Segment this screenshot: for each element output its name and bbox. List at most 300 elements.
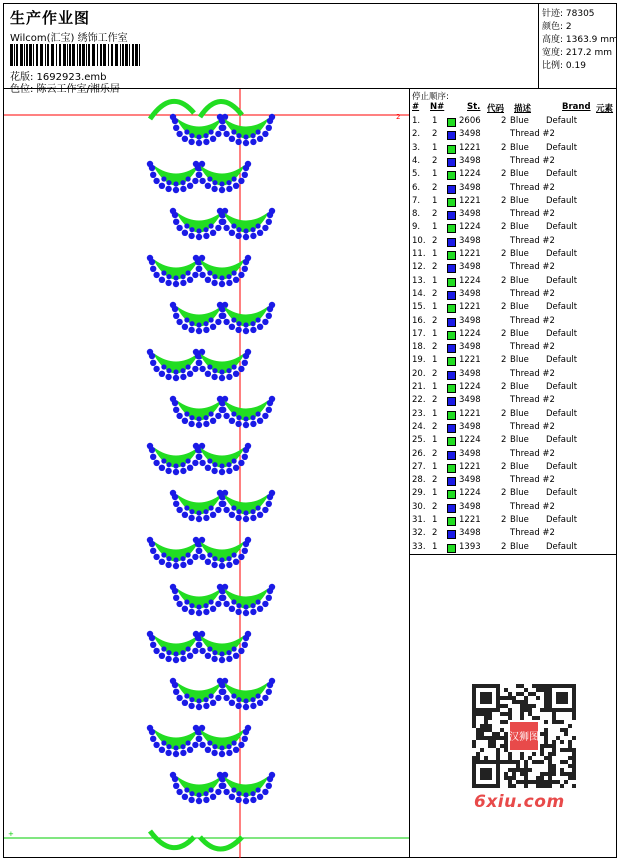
bead-dot	[170, 114, 176, 120]
stop-row	[410, 342, 616, 355]
color-swatch	[447, 344, 456, 353]
bead-dot	[209, 693, 214, 698]
qr-module	[508, 708, 512, 712]
bead-dot	[182, 324, 188, 330]
bead-dot	[250, 791, 255, 796]
bead-dot	[189, 791, 194, 796]
col-desc-header: 描述	[514, 104, 532, 114]
bead-dot	[238, 742, 244, 748]
row-index: 23.	[412, 408, 426, 419]
qr-module	[572, 760, 576, 764]
design-width: 宽度: 217.2 mm	[542, 48, 613, 58]
row-description: Thread #2	[510, 528, 555, 539]
bead-dot	[192, 460, 198, 466]
bead-dot	[220, 407, 226, 413]
qr-module	[572, 772, 576, 776]
bead-dot	[184, 129, 189, 134]
qr-module	[516, 684, 520, 688]
col-index-header: #	[412, 102, 420, 112]
bead-dot	[182, 512, 188, 518]
qr-module	[504, 720, 508, 724]
bead-dot	[165, 468, 171, 474]
bead-dot	[187, 653, 193, 659]
bead-dot	[150, 736, 156, 742]
color-swatch	[447, 211, 456, 220]
bead-dot	[196, 736, 202, 742]
qr-module	[572, 752, 576, 756]
bead-dot	[184, 693, 189, 698]
bead-dot	[205, 465, 211, 471]
qr-module	[484, 756, 488, 760]
stop-row	[410, 488, 616, 501]
bead-dot	[262, 319, 268, 325]
qr-module	[520, 756, 524, 760]
bead-dot	[212, 180, 217, 185]
bead-dot	[207, 270, 212, 275]
barcode-bar	[45, 44, 46, 66]
barcode-bar	[69, 44, 71, 66]
bead-dot	[257, 512, 263, 518]
bead-dot	[223, 507, 229, 513]
qr-module	[512, 768, 516, 772]
qr-module	[480, 712, 484, 716]
qr-module	[572, 784, 576, 788]
bead-dot	[223, 225, 229, 231]
row-needle: 2	[432, 342, 438, 353]
bead-dot	[257, 794, 263, 800]
bead-dot	[187, 465, 193, 471]
bead-dot	[211, 280, 217, 286]
bead-dot	[250, 415, 255, 420]
bead-dot	[166, 650, 171, 655]
bead-dot	[173, 751, 179, 757]
bead-dot	[150, 360, 156, 366]
bead-dot	[196, 454, 202, 460]
bead-dot	[243, 234, 249, 240]
qr-module	[544, 740, 548, 744]
bead-dot	[266, 595, 272, 601]
bead-dot	[203, 421, 209, 427]
row-description: Thread #2	[510, 262, 555, 273]
qr-module	[560, 740, 564, 744]
bead-dot	[219, 751, 225, 757]
row-code: 2	[501, 541, 507, 552]
qr-module	[540, 684, 544, 688]
qr-module	[472, 724, 476, 728]
qr-module	[528, 704, 532, 708]
bead-dot	[173, 595, 179, 601]
bead-dot	[203, 227, 208, 232]
qr-module	[524, 696, 528, 700]
stop-row	[410, 475, 616, 488]
bead-dot	[269, 396, 275, 402]
bead-dot	[193, 255, 199, 261]
bead-dot	[229, 794, 235, 800]
row-needle: 2	[432, 421, 438, 432]
qr-module	[556, 736, 560, 740]
bead-dot	[170, 584, 176, 590]
barcode-bar	[82, 44, 85, 66]
bead-dot	[184, 317, 189, 322]
qr-module	[548, 760, 552, 764]
qr-module	[512, 772, 516, 776]
row-stitches: 1224	[459, 275, 481, 286]
bead-dot	[173, 657, 179, 663]
bead-dot	[257, 324, 263, 330]
stop-row	[410, 143, 616, 156]
page-title: 生产作业图	[10, 9, 91, 27]
color-swatch	[447, 145, 456, 154]
qr-module	[548, 780, 552, 784]
row-description: Blue	[510, 408, 529, 419]
stop-row	[410, 435, 616, 448]
bead-dot	[223, 601, 229, 607]
color-swatch	[447, 411, 456, 420]
bead-dot	[220, 501, 226, 507]
qr-module	[520, 768, 524, 772]
bead-dot	[229, 512, 235, 518]
bead-dot	[219, 275, 224, 280]
qr-module	[524, 768, 528, 772]
row-stitches: 1224	[459, 488, 481, 499]
qr-module	[540, 752, 544, 756]
row-index: 28.	[412, 475, 426, 486]
bead-dot	[173, 501, 179, 507]
bead-dot	[226, 186, 232, 192]
qr-module	[568, 724, 572, 728]
bead-dot	[243, 610, 249, 616]
bead-dot	[231, 129, 236, 134]
row-brand: Default	[546, 488, 578, 499]
bead-dot	[165, 186, 171, 192]
row-description: Blue	[510, 142, 529, 153]
bead-dot	[245, 537, 251, 543]
bead-dot	[223, 319, 229, 325]
qr-module	[528, 712, 532, 716]
barcode-bar	[120, 44, 121, 66]
bead-dot	[193, 537, 199, 543]
bead-dot	[173, 187, 179, 193]
bead-dot	[217, 772, 223, 778]
row-index: 6.	[412, 182, 421, 193]
bead-dot	[205, 747, 211, 753]
row-needle: 2	[432, 448, 438, 459]
bead-dot	[219, 369, 224, 374]
qr-module	[544, 732, 548, 736]
qr-module	[492, 732, 496, 736]
bead-dot	[150, 266, 156, 272]
qr-module	[544, 704, 548, 708]
qr-module	[544, 744, 548, 748]
bead-dot	[176, 413, 182, 419]
bead-dot	[250, 327, 256, 333]
bead-dot	[159, 747, 165, 753]
bead-dot	[233, 747, 239, 753]
bead-dot	[210, 418, 216, 424]
bead-dot	[210, 324, 216, 330]
stop-row	[410, 449, 616, 462]
qr-module	[564, 780, 568, 784]
bead-dot	[257, 418, 263, 424]
bead-dot	[243, 698, 248, 703]
bead-dot	[189, 227, 194, 232]
row-index: 7.	[412, 195, 421, 206]
row-index: 5.	[412, 169, 421, 180]
bead-dot	[257, 230, 263, 236]
stop-row	[410, 276, 616, 289]
bead-dot	[173, 125, 179, 131]
bead-dot	[210, 700, 216, 706]
color-swatch	[447, 371, 456, 380]
bead-dot	[147, 161, 153, 167]
bead-dot	[180, 562, 186, 568]
color-swatch	[447, 158, 456, 167]
row-description: Thread #2	[510, 448, 555, 459]
qr-module	[524, 700, 528, 704]
bead-dot	[161, 364, 166, 369]
bead-dot	[209, 129, 214, 134]
qr-module	[480, 736, 484, 740]
row-stitches: 2606	[459, 116, 481, 126]
row-description: Blue	[510, 222, 529, 233]
bead-dot	[176, 601, 182, 607]
stitch-count: 针迹: 78305	[542, 9, 595, 19]
row-code: 2	[501, 355, 507, 366]
bead-dot	[203, 133, 208, 138]
bead-dot	[159, 371, 165, 377]
bead-dot	[196, 610, 202, 616]
bead-dot	[269, 208, 275, 214]
bead-dot	[226, 274, 231, 279]
qr-module	[472, 756, 476, 760]
row-brand: Default	[546, 435, 578, 446]
qr-module	[524, 776, 528, 780]
bead-dot	[212, 368, 217, 373]
barcode-bar	[10, 44, 13, 66]
qr-module	[560, 760, 564, 764]
bead-dot	[186, 646, 191, 651]
color-swatch	[447, 517, 456, 526]
bead-dot	[229, 230, 235, 236]
bead-dot	[176, 507, 182, 513]
color-swatch	[447, 504, 456, 513]
qr-module	[500, 736, 504, 740]
bead-dot	[199, 648, 205, 654]
stop-sequence-title: 停止顺序:	[412, 92, 449, 102]
row-needle: 1	[432, 461, 438, 472]
bead-dot	[173, 219, 179, 225]
col-num-header: N#	[430, 102, 445, 112]
color-swatch	[447, 198, 456, 207]
bead-dot	[250, 233, 256, 239]
watermark-site: 6xiu.com	[474, 792, 565, 812]
row-stitches: 3498	[459, 475, 481, 486]
row-needle: 2	[432, 209, 438, 220]
bead-dot	[196, 548, 202, 554]
qr-module	[540, 780, 544, 784]
row-description: Thread #2	[510, 235, 555, 246]
stop-row	[410, 129, 616, 142]
barcode-bar	[51, 44, 54, 66]
qr-module	[500, 712, 504, 716]
row-stitches: 3498	[459, 235, 481, 246]
bead-dot	[150, 172, 156, 178]
qr-module	[484, 728, 488, 732]
color-swatch	[447, 291, 456, 300]
qr-module	[548, 784, 552, 788]
row-description: Blue	[510, 275, 529, 286]
bead-dot	[219, 469, 225, 475]
qr-module	[532, 760, 536, 764]
design-scale: 比例: 0.19	[542, 61, 586, 71]
bead-dot	[257, 700, 263, 706]
qr-module	[516, 768, 520, 772]
qr-module	[544, 784, 548, 788]
bead-dot	[182, 606, 188, 612]
row-stitches: 3498	[459, 528, 481, 539]
qr-module	[500, 720, 504, 724]
qr-module	[476, 712, 480, 716]
bead-dot	[187, 747, 193, 753]
bead-dot	[220, 219, 226, 225]
row-stitches: 1224	[459, 328, 481, 339]
row-needle: 1	[432, 195, 438, 206]
qr-module	[480, 748, 484, 752]
row-description: Blue	[510, 116, 529, 126]
barcode-bar	[14, 44, 15, 66]
design-file: 花版: 1692923.emb	[10, 72, 107, 83]
row-code: 2	[501, 488, 507, 499]
qr-module	[540, 772, 544, 776]
bead-dot	[199, 366, 205, 372]
row-needle: 2	[432, 235, 438, 246]
row-stitches: 3498	[459, 448, 481, 459]
qr-module	[540, 688, 544, 692]
bead-dot	[223, 695, 229, 701]
qr-module	[488, 712, 492, 716]
qr-module	[568, 772, 572, 776]
row-needle: 1	[432, 169, 438, 180]
bead-dot	[180, 462, 185, 467]
bead-dot	[205, 183, 211, 189]
bead-dot	[211, 186, 217, 192]
stop-row	[410, 382, 616, 395]
bead-dot	[211, 750, 217, 756]
bead-dot	[226, 562, 232, 568]
bead-dot	[219, 651, 224, 656]
qr-module	[500, 728, 504, 732]
bead-dot	[203, 703, 209, 709]
bead-dot	[203, 603, 208, 608]
row-description: Blue	[510, 435, 529, 446]
qr-module	[488, 716, 492, 720]
qr-module	[524, 780, 528, 784]
qr-module	[552, 748, 556, 752]
bead-dot	[212, 556, 217, 561]
qr-module	[472, 744, 476, 748]
bead-dot	[215, 413, 221, 419]
barcode-bar	[100, 44, 102, 66]
bead-dot	[217, 678, 223, 684]
row-index: 14.	[412, 288, 426, 299]
bead-dot	[236, 509, 241, 514]
bead-dot	[176, 789, 182, 795]
row-index: 10.	[412, 235, 426, 246]
qr-module	[504, 776, 508, 780]
qr-module	[524, 764, 528, 768]
row-needle: 2	[432, 288, 438, 299]
col-elem-header: 元素	[596, 104, 614, 114]
bead-dot	[170, 208, 176, 214]
qr-module	[528, 756, 532, 760]
row-brand: Default	[546, 302, 578, 313]
bead-dot	[219, 563, 225, 569]
qr-module	[508, 692, 512, 696]
color-swatch	[447, 464, 456, 473]
color-swatch	[447, 357, 456, 366]
qr-module	[560, 728, 564, 732]
bead-dot	[236, 415, 241, 420]
row-needle: 1	[432, 382, 438, 392]
bead-dot	[173, 181, 178, 186]
qr-module	[536, 784, 540, 788]
bead-dot	[180, 374, 186, 380]
qr-module	[544, 736, 548, 740]
row-index: 33.	[412, 541, 426, 552]
stop-row	[410, 542, 616, 555]
barcode-bar	[129, 44, 130, 66]
bead-dot	[262, 131, 268, 137]
bead-dot	[182, 418, 188, 424]
color-position: 色位: 陈云工作室/湘乐居	[10, 84, 120, 95]
qr-module	[552, 720, 556, 724]
bead-dot	[182, 136, 188, 142]
bead-dot	[189, 133, 194, 138]
bead-dot	[242, 172, 248, 178]
color-count: 颜色: 2	[542, 22, 572, 32]
bead-dot	[161, 458, 166, 463]
bead-dot	[217, 114, 223, 120]
design-preview	[4, 89, 409, 858]
qr-module	[508, 756, 512, 760]
stop-row	[410, 422, 616, 435]
row-needle: 2	[432, 262, 438, 273]
row-code: 2	[501, 169, 507, 180]
qr-module	[544, 688, 548, 692]
row-index: 30.	[412, 501, 426, 512]
bead-dot	[203, 139, 209, 145]
bead-dot	[196, 266, 202, 272]
qr-module	[572, 776, 576, 780]
qr-module	[504, 760, 508, 764]
color-swatch	[447, 278, 456, 287]
bead-dot	[173, 563, 179, 569]
bead-dot	[215, 789, 221, 795]
bead-dot	[165, 280, 171, 286]
qr-module	[484, 720, 488, 724]
qr-module	[552, 764, 556, 768]
barcode-bar	[67, 44, 68, 66]
qr-module	[552, 740, 556, 744]
bead-dot	[243, 510, 248, 515]
bead-dot	[226, 656, 232, 662]
bead-dot	[203, 791, 208, 796]
bead-dot	[235, 233, 241, 239]
bead-dot	[262, 507, 268, 513]
qr-module	[492, 744, 496, 748]
bead-dot	[235, 421, 241, 427]
qr-module	[552, 744, 556, 748]
